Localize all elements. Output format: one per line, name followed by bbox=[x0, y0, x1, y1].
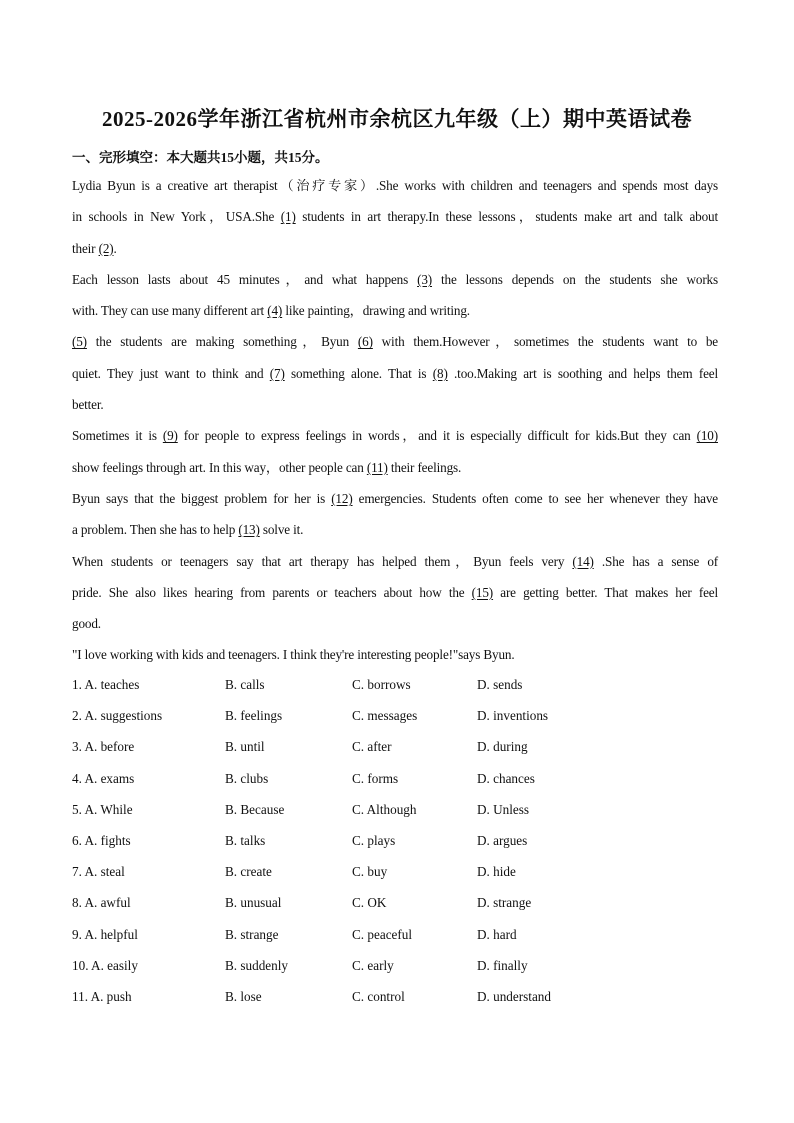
passage-text: with them.However，sometimes the students want to be bbox=[372, 334, 718, 350]
passage-text: for people to express feelings in words，and it is especially difficult for kids.But they can bbox=[177, 428, 697, 444]
passage-text: something alone. That is bbox=[284, 365, 433, 381]
passage-line bbox=[72, 233, 718, 264]
passage-text: their feelings. bbox=[387, 459, 462, 475]
blank-number: (15) bbox=[471, 584, 494, 600]
option-d: D. during bbox=[477, 739, 528, 755]
passage-line bbox=[72, 295, 718, 326]
blank-number: (4) bbox=[267, 303, 283, 319]
option-d: D. strange bbox=[477, 895, 532, 911]
blank-number: (2) bbox=[98, 240, 114, 256]
passage-text: Lydia Byun is a creative art therapist（治疗专家）.She works with children and teenagers and spends most days bbox=[72, 178, 718, 193]
question-row bbox=[72, 794, 718, 825]
passage-line bbox=[72, 201, 718, 232]
blank-number: (7) bbox=[269, 365, 285, 381]
option-a: 8. A. awful bbox=[72, 895, 131, 911]
option-b: B. create bbox=[225, 864, 272, 880]
blank-number: (8) bbox=[432, 365, 448, 381]
passage-text: the lessons depends on the students she works bbox=[432, 271, 718, 287]
option-a: 7. A. steal bbox=[72, 864, 125, 880]
option-c: C. borrows bbox=[352, 677, 411, 692]
option-b: B. unusual bbox=[225, 895, 282, 911]
option-a: 4. A. exams bbox=[72, 770, 135, 786]
option-c: C. control bbox=[352, 988, 405, 1004]
option-c: C. buy bbox=[352, 864, 388, 880]
option-a: 2. A. suggestions bbox=[72, 708, 163, 724]
passage-line bbox=[72, 514, 718, 545]
option-a: 1. A. teaches bbox=[72, 677, 140, 692]
question-list bbox=[72, 669, 718, 1012]
blank-number: (12) bbox=[331, 490, 353, 506]
passage-line bbox=[72, 577, 718, 608]
passage-line bbox=[72, 452, 718, 483]
exam-title: 2025-2026学年浙江省杭州市余杭区九年级（上）期中英语试卷 bbox=[102, 107, 692, 131]
option-a: 9. A. helpful bbox=[72, 926, 138, 942]
passage-text: emergencies. Students often come to see her whenever they have bbox=[352, 490, 718, 506]
question-row bbox=[72, 700, 718, 731]
passage-text: .too.Making art is soothing and helps them feel bbox=[447, 365, 718, 381]
passage-text: Each lesson lasts about 45 minutes，and what happens bbox=[72, 271, 418, 287]
question-row bbox=[72, 763, 718, 794]
option-d: D. inventions bbox=[477, 708, 549, 724]
option-c: C. Although bbox=[352, 801, 417, 817]
option-a: 5. A. While bbox=[72, 801, 133, 817]
passage-text: When students or teenagers say that art therapy has helped them，Byun feels very bbox=[72, 553, 573, 569]
option-b: B. strange bbox=[225, 926, 279, 942]
question-row bbox=[72, 950, 718, 981]
blank-number: (14) bbox=[572, 553, 594, 569]
passage-text: with. They can use many different art bbox=[72, 303, 268, 319]
option-b: B. calls bbox=[225, 677, 265, 692]
blank-number: (6) bbox=[357, 334, 373, 350]
blank-number: (3) bbox=[417, 271, 433, 287]
blank-number: (13) bbox=[238, 522, 260, 538]
passage-text: quiet. They just want to think and bbox=[72, 365, 270, 381]
passage-text: Byun says that the biggest problem for her is bbox=[72, 490, 332, 506]
passage-line bbox=[72, 264, 718, 295]
option-b: B. talks bbox=[225, 832, 266, 848]
passage-line bbox=[72, 546, 718, 577]
passage-line bbox=[72, 420, 718, 451]
option-a: 11. A. push bbox=[72, 988, 132, 1004]
passage-line bbox=[72, 326, 718, 357]
option-a: 6. A. fights bbox=[72, 832, 131, 848]
question-row bbox=[72, 669, 718, 700]
passage-text: solve it. bbox=[259, 522, 304, 538]
passage-text: in schools in New York，USA.She bbox=[72, 209, 281, 225]
option-c: C. peaceful bbox=[352, 926, 413, 942]
passage-text: "I love working with kids and teenagers. I think they're interesting people!"says Byun. bbox=[72, 647, 515, 663]
passage-text: are getting better. That makes her feel bbox=[493, 584, 718, 600]
option-d: D. argues bbox=[477, 832, 528, 848]
option-c: C. messages bbox=[352, 708, 418, 724]
option-b: B. until bbox=[225, 739, 265, 755]
passage-line bbox=[72, 608, 718, 639]
question-row bbox=[72, 731, 718, 762]
question-row bbox=[72, 825, 718, 856]
passage-line bbox=[72, 170, 718, 201]
passage-text: the students are making something，Byun bbox=[86, 334, 358, 350]
question-row bbox=[72, 981, 718, 1012]
option-d: D. hide bbox=[477, 864, 516, 880]
passage-text: better. bbox=[72, 397, 104, 413]
passage-line bbox=[72, 358, 718, 389]
option-c: C. early bbox=[352, 957, 394, 973]
option-b: B. Because bbox=[225, 801, 285, 817]
passage-text: their bbox=[72, 240, 99, 256]
option-d: D. hard bbox=[477, 926, 517, 942]
option-d: D. chances bbox=[477, 770, 535, 786]
option-c: C. after bbox=[352, 739, 392, 755]
option-b: B. clubs bbox=[225, 770, 269, 786]
passage-text: show feelings through art. In this way，other people can bbox=[72, 459, 367, 475]
passage-text: Sometimes it is bbox=[72, 428, 163, 444]
option-b: B. suddenly bbox=[225, 957, 289, 973]
passage-line bbox=[72, 389, 718, 420]
option-d: D. sends bbox=[477, 677, 523, 692]
option-b: B. feelings bbox=[225, 708, 283, 724]
question-row bbox=[72, 919, 718, 950]
passage-text: pride. She also likes hearing from parents or teachers about how the bbox=[72, 584, 472, 600]
blank-number: (1) bbox=[280, 209, 296, 225]
passage-text: . bbox=[113, 240, 117, 256]
passage-text: a problem. Then she has to help bbox=[72, 522, 239, 538]
cloze-passage bbox=[72, 170, 718, 671]
option-c: C. OK bbox=[352, 895, 387, 911]
option-d: D. understand bbox=[477, 988, 551, 1004]
passage-text: good. bbox=[72, 616, 101, 632]
option-a: 3. A. before bbox=[72, 739, 135, 755]
section-heading: 一、完形填空：本大题共15小题，共15分。 bbox=[72, 150, 329, 165]
option-d: D. Unless bbox=[477, 801, 530, 817]
blank-number: (10) bbox=[696, 428, 718, 444]
option-c: C. plays bbox=[352, 832, 396, 848]
blank-number: (11) bbox=[366, 459, 388, 475]
option-b: B. lose bbox=[225, 988, 262, 1004]
passage-text: students in art therapy.In these lessons，students make art and talk about bbox=[295, 209, 718, 225]
passage-line bbox=[72, 639, 718, 670]
option-c: C. forms bbox=[352, 770, 399, 786]
passage-text: like painting，drawing and writing. bbox=[282, 303, 470, 319]
option-a: 10. A. easily bbox=[72, 957, 138, 973]
option-d: D. finally bbox=[477, 957, 528, 973]
passage-line bbox=[72, 483, 718, 514]
passage-text: .She has a sense of bbox=[593, 553, 719, 569]
question-row bbox=[72, 887, 718, 918]
question-row bbox=[72, 856, 718, 887]
blank-number: (9) bbox=[162, 428, 178, 444]
blank-number: (5) bbox=[72, 334, 87, 350]
